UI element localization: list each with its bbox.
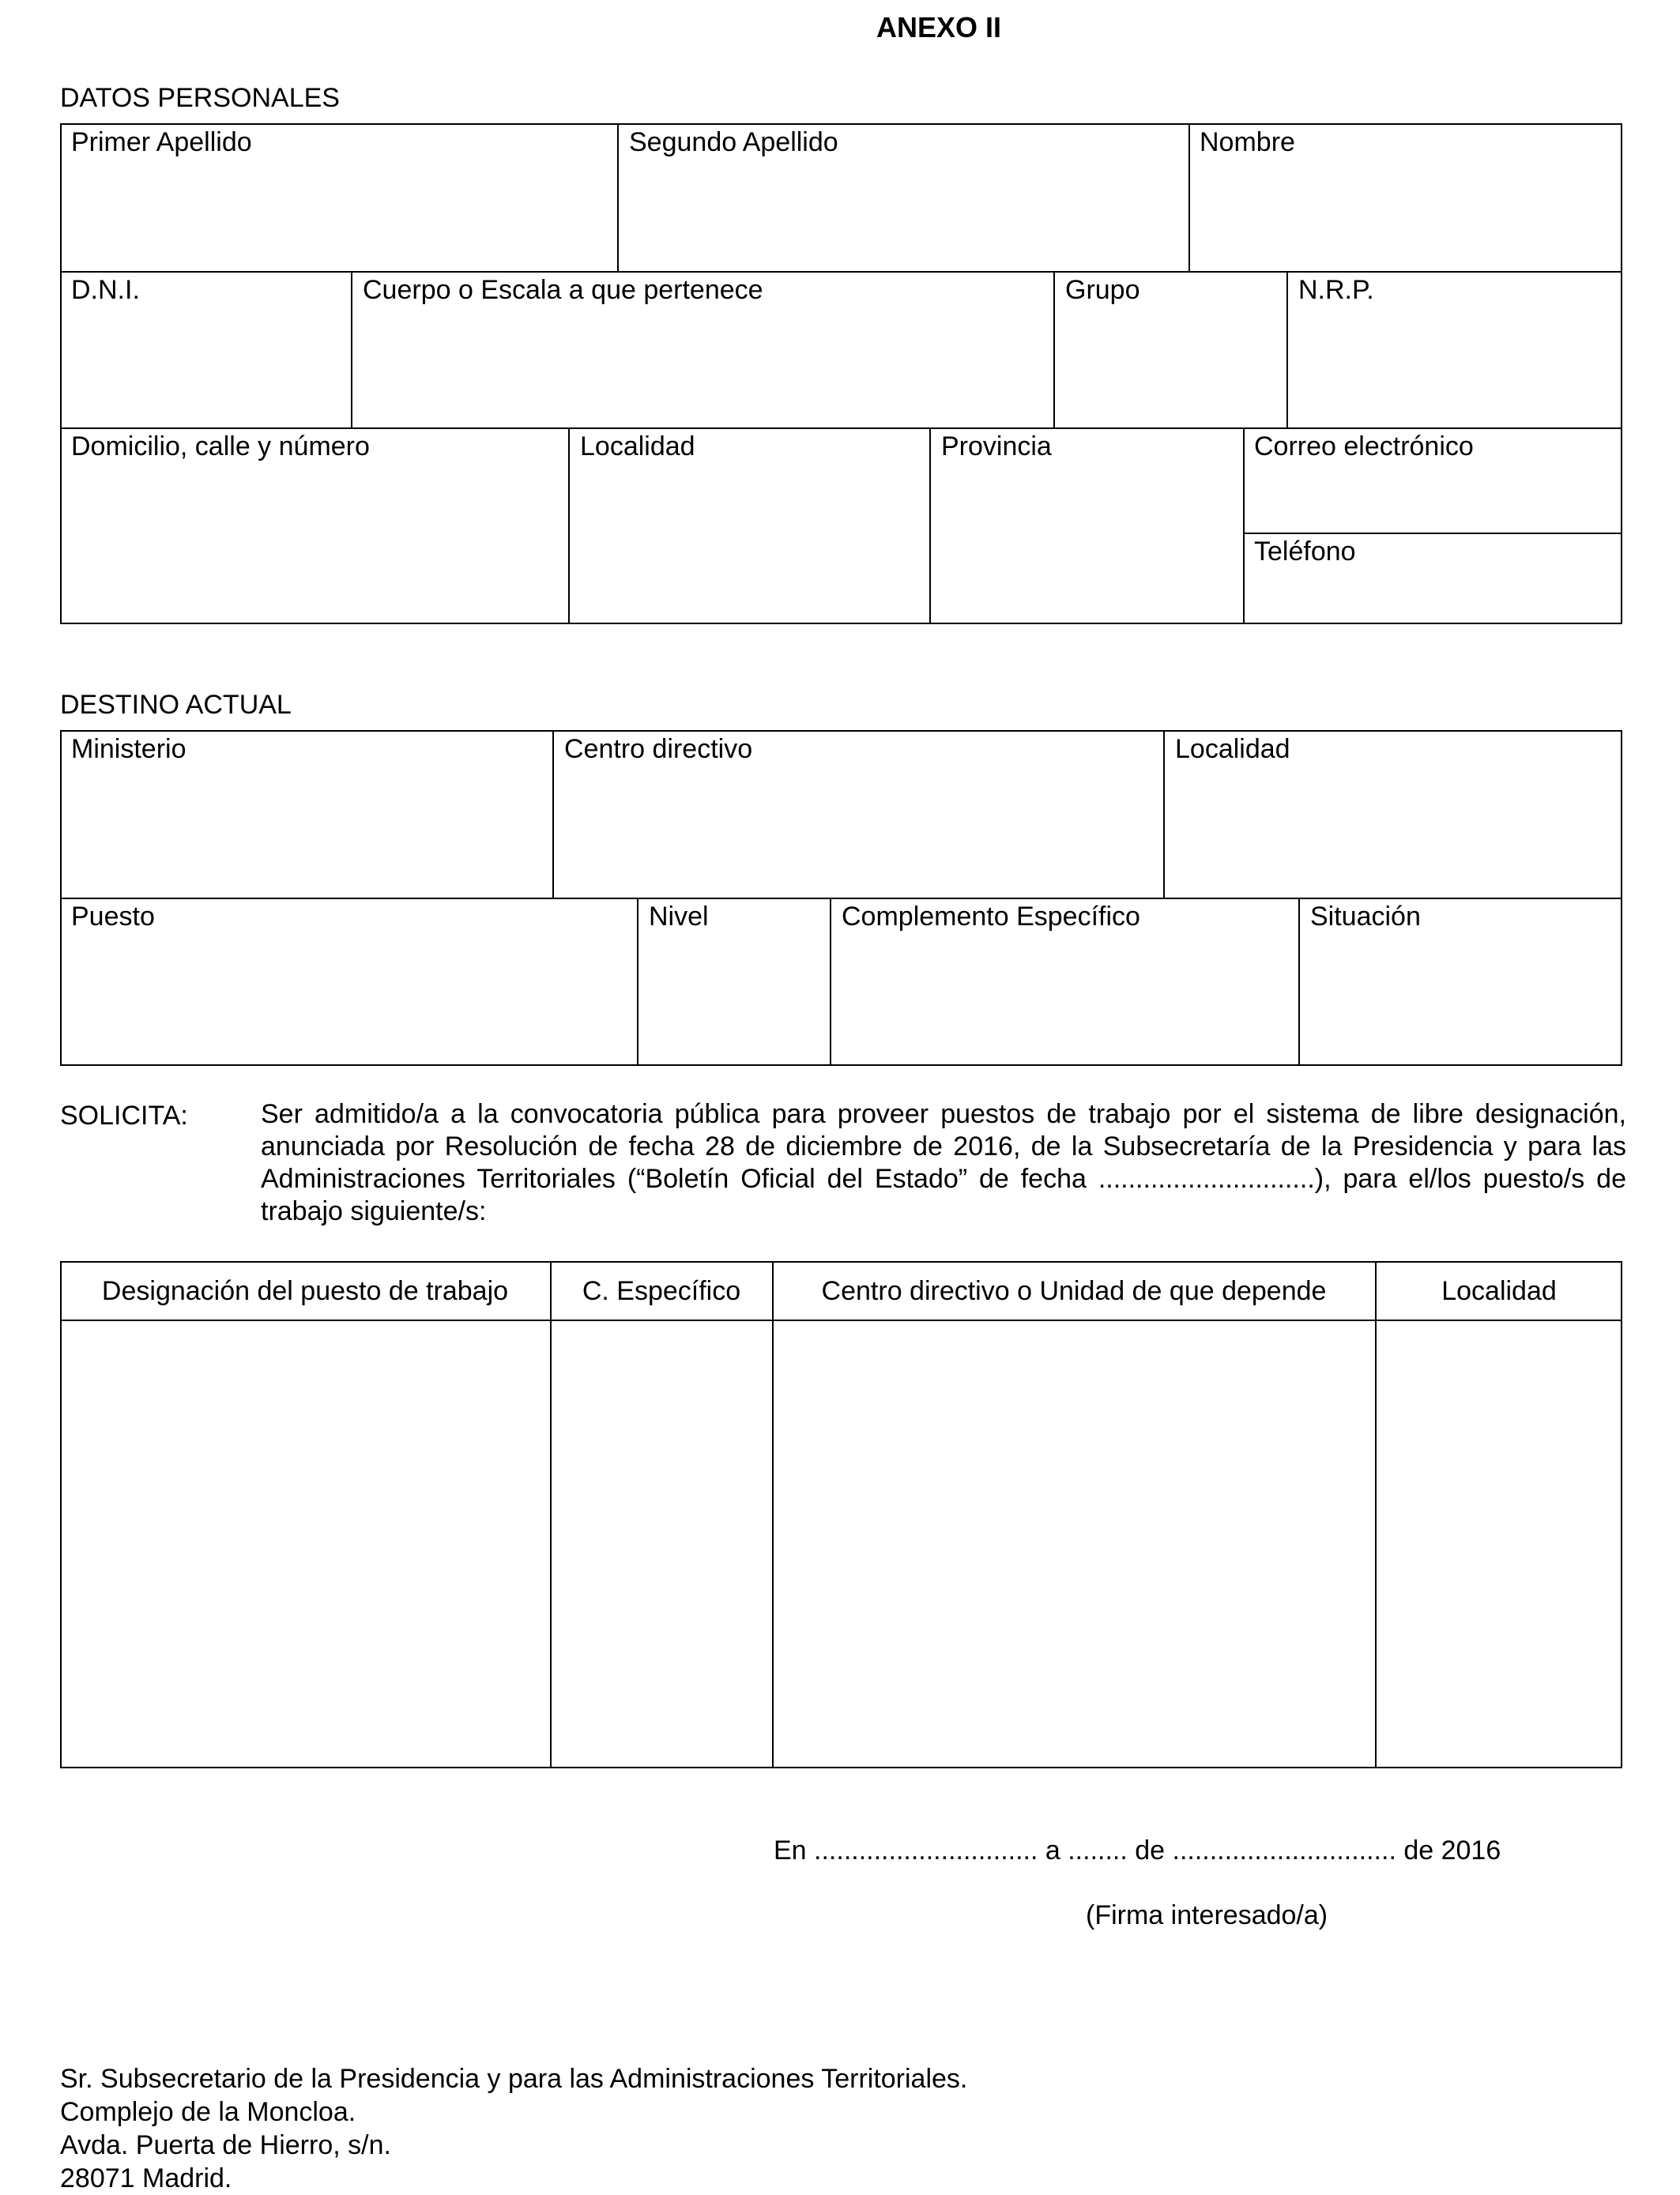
nivel-field[interactable]: [649, 940, 826, 1060]
divider: [830, 898, 831, 1066]
puesto-field[interactable]: [71, 940, 631, 1060]
solicita-label: SOLICITA:: [60, 1101, 188, 1131]
datos-personales-heading: DATOS PERSONALES: [60, 83, 340, 113]
table-header-c-especifico: C. Específico: [582, 1276, 741, 1306]
field-label-situacion: Situación: [1310, 902, 1421, 932]
divider: [1298, 898, 1300, 1066]
divider: [351, 271, 352, 428]
address-line: Avda. Puerta de Hierro, s/n.: [60, 2130, 391, 2160]
field-label-segundo-apellido: Segundo Apellido: [629, 127, 838, 157]
divider: [60, 427, 1622, 429]
complemento-field[interactable]: [842, 940, 1294, 1060]
divider: [1053, 271, 1055, 428]
field-label-domicilio: Domicilio, calle y número: [71, 431, 370, 461]
divider: [617, 123, 619, 272]
table-header-designacion: Designación del puesto de trabajo: [101, 1276, 509, 1306]
place-date-line: En .............................. a ........ de .............................. de 2016: [774, 1835, 1501, 1866]
localidad-puesto-field[interactable]: [1386, 1331, 1618, 1760]
divider: [550, 1261, 552, 1768]
domicilio-field[interactable]: [71, 471, 564, 615]
field-label-localidad: Localidad: [580, 431, 695, 461]
address-line: Complejo de la Moncloa.: [60, 2097, 356, 2127]
situacion-field[interactable]: [1310, 940, 1618, 1060]
field-label-complemento: Complemento Específico: [842, 902, 1140, 932]
divider: [772, 1261, 774, 1768]
firma-label: (Firma interesado/a): [1086, 1900, 1328, 1930]
divider: [60, 271, 1622, 273]
nrp-field[interactable]: [1298, 313, 1618, 421]
table-header-centro-unidad: Centro directivo o Unidad de que depende: [821, 1276, 1327, 1306]
field-label-nrp: N.R.P.: [1298, 275, 1374, 305]
dni-field[interactable]: [71, 313, 347, 421]
field-label-nombre: Nombre: [1200, 127, 1295, 157]
address-line: Sr. Subsecretario de la Presidencia y para las Administraciones Territoriales.: [60, 2064, 968, 2094]
c-especifico-field[interactable]: [561, 1331, 768, 1760]
grupo-field[interactable]: [1065, 313, 1282, 421]
field-label-ministerio: Ministerio: [71, 734, 186, 764]
table-header-localidad: Localidad: [1441, 1276, 1557, 1306]
field-label-telefono: Teléfono: [1254, 537, 1356, 567]
field-label-dni: D.N.I.: [71, 275, 140, 305]
field-label-puesto: Puesto: [71, 902, 155, 932]
nombre-field[interactable]: [1200, 166, 1618, 262]
primer-apellido-field[interactable]: [71, 166, 612, 262]
divider: [60, 898, 1622, 899]
divider: [1243, 533, 1622, 534]
divider: [1286, 271, 1288, 428]
telefono-field[interactable]: [1254, 572, 1617, 619]
field-label-localidad-destino: Localidad: [1175, 734, 1290, 764]
field-label-correo: Correo electrónico: [1254, 431, 1474, 461]
document-title: ANEXO II: [876, 11, 1002, 43]
divider: [1163, 730, 1165, 898]
table-header-divider: [60, 1320, 1622, 1321]
field-label-provincia: Provincia: [941, 431, 1052, 461]
provincia-field[interactable]: [941, 471, 1238, 615]
field-label-cuerpo: Cuerpo o Escala a que pertenece: [363, 275, 763, 305]
ministerio-field[interactable]: [71, 771, 548, 891]
divider: [637, 898, 638, 1066]
field-label-primer-apellido: Primer Apellido: [71, 127, 252, 157]
localidad-field[interactable]: [580, 471, 925, 615]
field-label-nivel: Nivel: [649, 902, 709, 932]
divider: [1375, 1261, 1377, 1768]
solicita-text: Ser admitido/a a la convocatoria pública para proveer puestos de trabajo por el sistema de libre designación, anunciada por Resolución de fecha 28 de diciembre de 2016, de la Subsecretaría de la Presidencia y para las Administraciones Territoriales (“Boletín Oficial del Estado” de fecha .............................), para el/los puesto/s de trabajo siguiente/s:: [261, 1099, 1626, 1226]
destino-actual-heading: DESTINO ACTUAL: [60, 690, 292, 720]
divider: [929, 427, 931, 624]
address-line: 28071 Madrid.: [60, 2163, 232, 2193]
divider: [552, 730, 554, 898]
field-label-grupo: Grupo: [1065, 275, 1140, 305]
correo-field[interactable]: [1254, 474, 1617, 528]
localidad-destino-field[interactable]: [1175, 771, 1617, 891]
cuerpo-field[interactable]: [363, 313, 1049, 421]
designacion-field[interactable]: [71, 1331, 544, 1760]
divider: [568, 427, 570, 624]
divider: [1188, 123, 1190, 272]
segundo-apellido-field[interactable]: [629, 166, 1184, 262]
centro-unidad-field[interactable]: [783, 1331, 1371, 1760]
centro-directivo-field[interactable]: [564, 771, 1158, 891]
field-label-centro-directivo: Centro directivo: [564, 734, 753, 764]
divider: [1243, 427, 1245, 624]
